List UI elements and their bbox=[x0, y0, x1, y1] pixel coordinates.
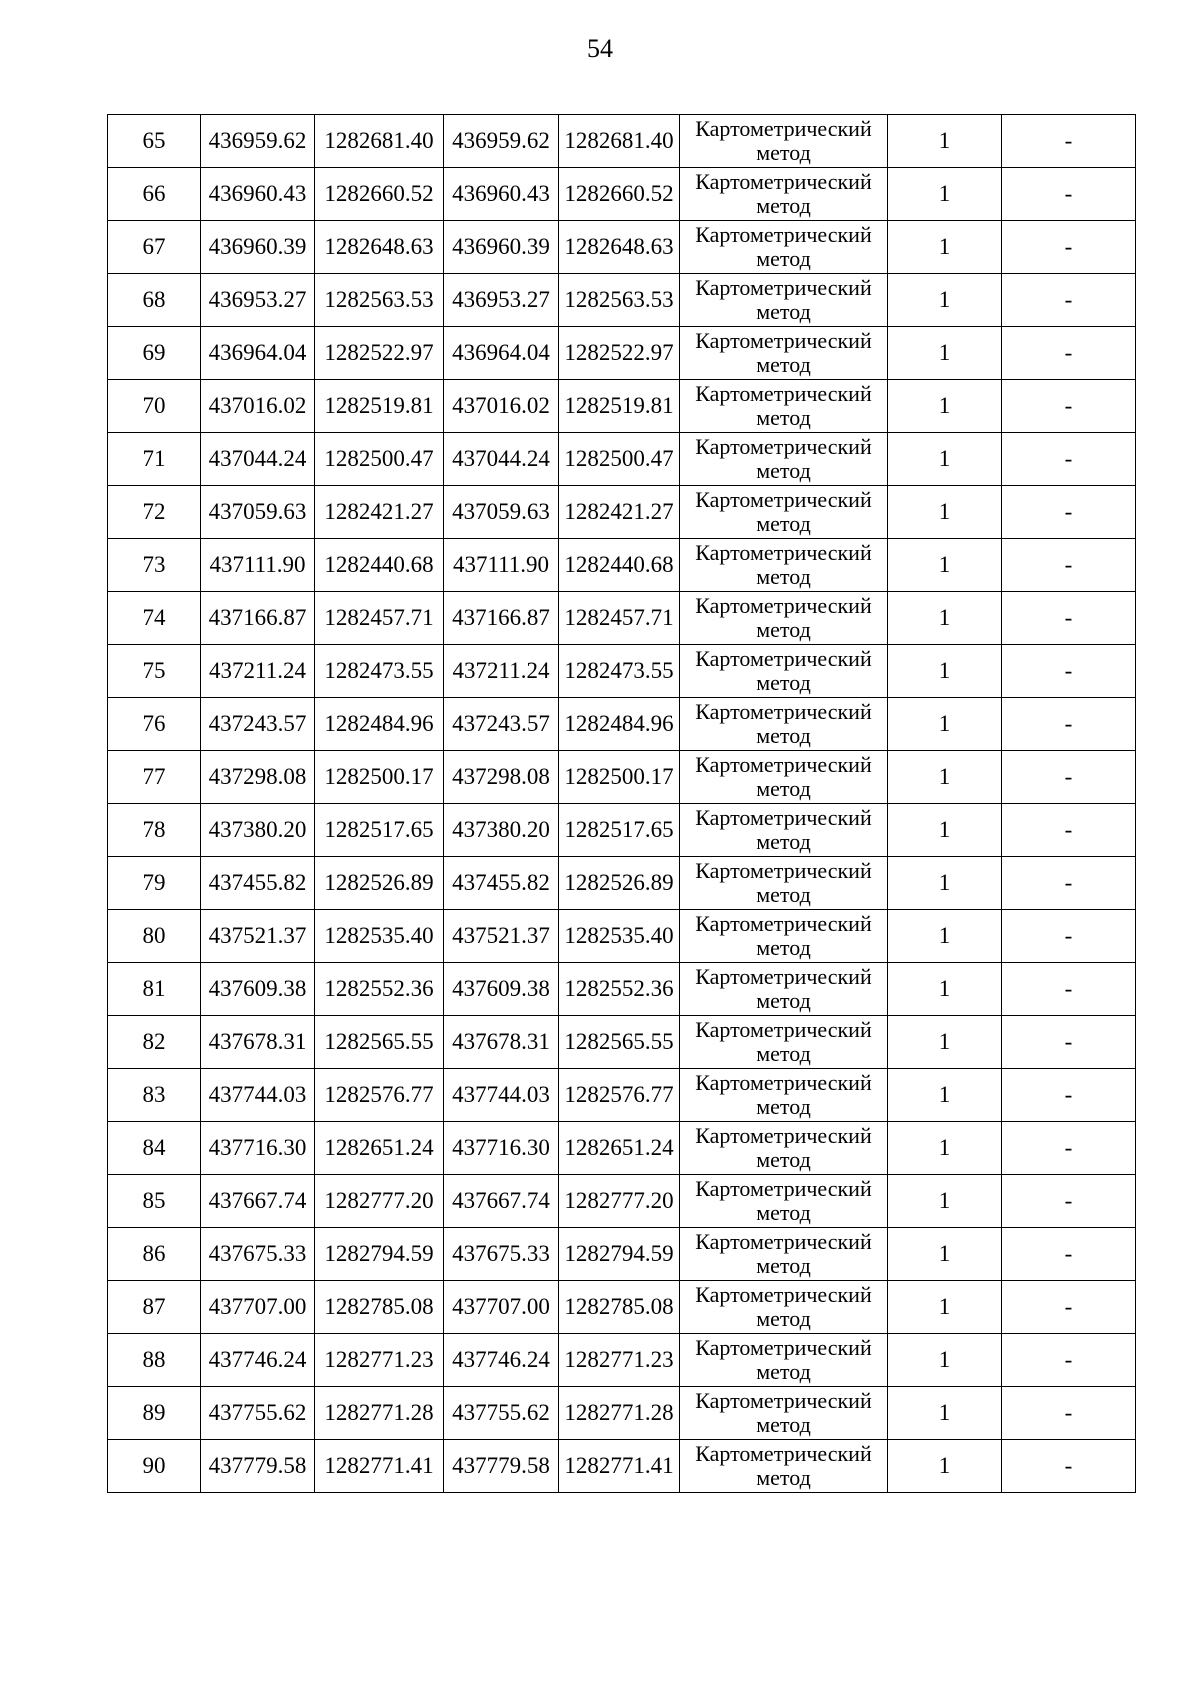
new-x-cell: 437380.20 bbox=[444, 804, 559, 857]
accuracy-cell: 1 bbox=[888, 645, 1002, 698]
accuracy-cell: 1 bbox=[888, 1016, 1002, 1069]
table-row bbox=[108, 274, 1136, 327]
existing-x-cell: 437667.74 bbox=[201, 1175, 315, 1228]
point-number-cell: 87 bbox=[108, 1281, 201, 1334]
table-row bbox=[108, 115, 1136, 168]
point-number-cell: 73 bbox=[108, 539, 201, 592]
method-label-line2: метод bbox=[756, 458, 811, 483]
method-cell bbox=[680, 1281, 888, 1334]
point-number-cell: 81 bbox=[108, 963, 201, 1016]
new-x-cell: 436953.27 bbox=[444, 274, 559, 327]
existing-x-cell: 437744.03 bbox=[201, 1069, 315, 1122]
accuracy-cell: 1 bbox=[888, 857, 1002, 910]
table-row bbox=[108, 751, 1136, 804]
point-number-cell: 71 bbox=[108, 433, 201, 486]
point-number-cell: 67 bbox=[108, 221, 201, 274]
point-number-cell: 65 bbox=[108, 115, 201, 168]
existing-x-cell: 436953.27 bbox=[201, 274, 315, 327]
method-label-line1: Картометрический bbox=[695, 646, 872, 671]
method-label-line1: Картометрический bbox=[695, 1388, 872, 1413]
method-cell bbox=[680, 486, 888, 539]
new-y-cell: 1282421.27 bbox=[559, 486, 680, 539]
new-y-cell: 1282648.63 bbox=[559, 221, 680, 274]
point-number-cell: 74 bbox=[108, 592, 201, 645]
page-number: 54 bbox=[587, 34, 613, 63]
method-label-line1: Картометрический bbox=[695, 275, 872, 300]
existing-x-cell: 437211.24 bbox=[201, 645, 315, 698]
existing-y-cell: 1282565.55 bbox=[315, 1016, 444, 1069]
method-label-line2: метод bbox=[756, 140, 811, 165]
new-x-cell: 436960.43 bbox=[444, 168, 559, 221]
accuracy-cell: 1 bbox=[888, 1440, 1002, 1493]
method-cell bbox=[680, 592, 888, 645]
point-number-cell: 90 bbox=[108, 1440, 201, 1493]
method-label-line2: метод bbox=[756, 882, 811, 907]
note-cell: - bbox=[1002, 1228, 1136, 1281]
table-row bbox=[108, 380, 1136, 433]
note-cell: - bbox=[1002, 380, 1136, 433]
existing-y-cell: 1282457.71 bbox=[315, 592, 444, 645]
method-label-line1: Картометрический bbox=[695, 434, 872, 459]
accuracy-cell: 1 bbox=[888, 486, 1002, 539]
new-y-cell: 1282552.36 bbox=[559, 963, 680, 1016]
point-number-cell: 76 bbox=[108, 698, 201, 751]
point-number-cell: 79 bbox=[108, 857, 201, 910]
method-label-line1: Картометрический bbox=[695, 1123, 872, 1148]
method-label-line2: метод bbox=[756, 1465, 811, 1490]
method-label-line1: Картометрический bbox=[695, 222, 872, 247]
new-x-cell: 436960.39 bbox=[444, 221, 559, 274]
method-label-line1: Картометрический bbox=[695, 381, 872, 406]
existing-y-cell: 1282771.28 bbox=[315, 1387, 444, 1440]
method-cell bbox=[680, 168, 888, 221]
method-cell bbox=[680, 327, 888, 380]
method-label-line1: Картометрический bbox=[695, 858, 872, 883]
method-label-line2: метод bbox=[756, 1200, 811, 1225]
method-cell bbox=[680, 1122, 888, 1175]
method-label-line1: Картометрический bbox=[695, 964, 872, 989]
method-label-line1: Картометрический bbox=[695, 169, 872, 194]
new-x-cell: 436964.04 bbox=[444, 327, 559, 380]
new-y-cell: 1282576.77 bbox=[559, 1069, 680, 1122]
accuracy-cell: 1 bbox=[888, 115, 1002, 168]
table-row bbox=[108, 1228, 1136, 1281]
table-row bbox=[108, 963, 1136, 1016]
note-cell: - bbox=[1002, 539, 1136, 592]
method-label-line2: метод bbox=[756, 405, 811, 430]
method-label-line2: метод bbox=[756, 1412, 811, 1437]
existing-y-cell: 1282771.41 bbox=[315, 1440, 444, 1493]
point-number-cell: 84 bbox=[108, 1122, 201, 1175]
new-y-cell: 1282771.41 bbox=[559, 1440, 680, 1493]
existing-y-cell: 1282500.17 bbox=[315, 751, 444, 804]
existing-x-cell: 437044.24 bbox=[201, 433, 315, 486]
method-cell bbox=[680, 115, 888, 168]
new-x-cell: 437716.30 bbox=[444, 1122, 559, 1175]
existing-x-cell: 437380.20 bbox=[201, 804, 315, 857]
table-row bbox=[108, 592, 1136, 645]
method-cell bbox=[680, 1228, 888, 1281]
existing-y-cell: 1282563.53 bbox=[315, 274, 444, 327]
point-number-cell: 83 bbox=[108, 1069, 201, 1122]
existing-y-cell: 1282484.96 bbox=[315, 698, 444, 751]
method-cell bbox=[680, 274, 888, 327]
method-label-line1: Картометрический bbox=[695, 1017, 872, 1042]
method-label-line2: метод bbox=[756, 617, 811, 642]
existing-y-cell: 1282522.97 bbox=[315, 327, 444, 380]
new-x-cell: 437667.74 bbox=[444, 1175, 559, 1228]
method-label-line2: метод bbox=[756, 1306, 811, 1331]
existing-y-cell: 1282660.52 bbox=[315, 168, 444, 221]
note-cell: - bbox=[1002, 486, 1136, 539]
new-y-cell: 1282681.40 bbox=[559, 115, 680, 168]
new-y-cell: 1282457.71 bbox=[559, 592, 680, 645]
method-cell bbox=[680, 433, 888, 486]
method-cell bbox=[680, 1334, 888, 1387]
method-cell bbox=[680, 1175, 888, 1228]
table-row bbox=[108, 433, 1136, 486]
existing-y-cell: 1282681.40 bbox=[315, 115, 444, 168]
table-row bbox=[108, 1387, 1136, 1440]
new-y-cell: 1282785.08 bbox=[559, 1281, 680, 1334]
method-label-line1: Картометрический bbox=[695, 540, 872, 565]
note-cell: - bbox=[1002, 1440, 1136, 1493]
method-cell bbox=[680, 857, 888, 910]
method-label-line2: метод bbox=[756, 829, 811, 854]
accuracy-cell: 1 bbox=[888, 1228, 1002, 1281]
point-number-cell: 85 bbox=[108, 1175, 201, 1228]
new-y-cell: 1282794.59 bbox=[559, 1228, 680, 1281]
new-y-cell: 1282651.24 bbox=[559, 1122, 680, 1175]
point-number-cell: 66 bbox=[108, 168, 201, 221]
method-label-line2: метод bbox=[756, 1147, 811, 1172]
new-x-cell: 437166.87 bbox=[444, 592, 559, 645]
existing-x-cell: 437166.87 bbox=[201, 592, 315, 645]
table-row bbox=[108, 168, 1136, 221]
method-label-line2: метод bbox=[756, 935, 811, 960]
existing-x-cell: 437455.82 bbox=[201, 857, 315, 910]
note-cell: - bbox=[1002, 1334, 1136, 1387]
accuracy-cell: 1 bbox=[888, 1387, 1002, 1440]
method-label-line1: Картометрический bbox=[695, 1229, 872, 1254]
table-row bbox=[108, 645, 1136, 698]
existing-y-cell: 1282519.81 bbox=[315, 380, 444, 433]
note-cell: - bbox=[1002, 963, 1136, 1016]
accuracy-cell: 1 bbox=[888, 1122, 1002, 1175]
new-y-cell: 1282777.20 bbox=[559, 1175, 680, 1228]
accuracy-cell: 1 bbox=[888, 433, 1002, 486]
point-number-cell: 86 bbox=[108, 1228, 201, 1281]
existing-y-cell: 1282648.63 bbox=[315, 221, 444, 274]
method-label-line1: Картометрический bbox=[695, 328, 872, 353]
existing-x-cell: 437678.31 bbox=[201, 1016, 315, 1069]
new-x-cell: 436959.62 bbox=[444, 115, 559, 168]
method-label-line1: Картометрический bbox=[695, 805, 872, 830]
point-number-cell: 77 bbox=[108, 751, 201, 804]
note-cell: - bbox=[1002, 1387, 1136, 1440]
method-label-line2: метод bbox=[756, 988, 811, 1013]
table-row bbox=[108, 1016, 1136, 1069]
method-label-line1: Картометрический bbox=[695, 699, 872, 724]
accuracy-cell: 1 bbox=[888, 168, 1002, 221]
existing-y-cell: 1282526.89 bbox=[315, 857, 444, 910]
method-cell bbox=[680, 804, 888, 857]
method-label-line2: метод bbox=[756, 352, 811, 377]
note-cell: - bbox=[1002, 910, 1136, 963]
table-row bbox=[108, 1069, 1136, 1122]
new-y-cell: 1282522.97 bbox=[559, 327, 680, 380]
method-label-line1: Картометрический bbox=[695, 911, 872, 936]
new-y-cell: 1282771.23 bbox=[559, 1334, 680, 1387]
note-cell: - bbox=[1002, 221, 1136, 274]
existing-x-cell: 437675.33 bbox=[201, 1228, 315, 1281]
existing-y-cell: 1282552.36 bbox=[315, 963, 444, 1016]
method-cell bbox=[680, 751, 888, 804]
method-cell bbox=[680, 539, 888, 592]
method-label-line2: метод bbox=[756, 670, 811, 695]
new-y-cell: 1282565.55 bbox=[559, 1016, 680, 1069]
table-row bbox=[108, 698, 1136, 751]
note-cell: - bbox=[1002, 645, 1136, 698]
table-row bbox=[108, 539, 1136, 592]
existing-x-cell: 436959.62 bbox=[201, 115, 315, 168]
accuracy-cell: 1 bbox=[888, 327, 1002, 380]
accuracy-cell: 1 bbox=[888, 539, 1002, 592]
table-row bbox=[108, 857, 1136, 910]
new-y-cell: 1282473.55 bbox=[559, 645, 680, 698]
existing-x-cell: 436960.43 bbox=[201, 168, 315, 221]
new-y-cell: 1282771.28 bbox=[559, 1387, 680, 1440]
method-label-line1: Картометрический bbox=[695, 1176, 872, 1201]
new-y-cell: 1282500.47 bbox=[559, 433, 680, 486]
coordinates-table bbox=[107, 114, 1136, 1493]
new-y-cell: 1282517.65 bbox=[559, 804, 680, 857]
method-label-line2: метод bbox=[756, 1359, 811, 1384]
note-cell: - bbox=[1002, 1069, 1136, 1122]
method-label-line1: Картометрический bbox=[695, 752, 872, 777]
point-number-cell: 89 bbox=[108, 1387, 201, 1440]
note-cell: - bbox=[1002, 327, 1136, 380]
note-cell: - bbox=[1002, 274, 1136, 327]
method-label-line1: Картометрический bbox=[695, 1282, 872, 1307]
method-label-line2: метод bbox=[756, 193, 811, 218]
point-number-cell: 68 bbox=[108, 274, 201, 327]
new-x-cell: 437675.33 bbox=[444, 1228, 559, 1281]
accuracy-cell: 1 bbox=[888, 804, 1002, 857]
method-cell bbox=[680, 645, 888, 698]
new-y-cell: 1282440.68 bbox=[559, 539, 680, 592]
method-label-line1: Картометрический bbox=[695, 1441, 872, 1466]
table-row bbox=[108, 221, 1136, 274]
accuracy-cell: 1 bbox=[888, 698, 1002, 751]
new-x-cell: 437609.38 bbox=[444, 963, 559, 1016]
accuracy-cell: 1 bbox=[888, 274, 1002, 327]
new-y-cell: 1282519.81 bbox=[559, 380, 680, 433]
new-x-cell: 437678.31 bbox=[444, 1016, 559, 1069]
point-number-cell: 69 bbox=[108, 327, 201, 380]
note-cell: - bbox=[1002, 115, 1136, 168]
method-cell bbox=[680, 963, 888, 1016]
new-x-cell: 437044.24 bbox=[444, 433, 559, 486]
new-x-cell: 437707.00 bbox=[444, 1281, 559, 1334]
existing-y-cell: 1282576.77 bbox=[315, 1069, 444, 1122]
existing-x-cell: 437243.57 bbox=[201, 698, 315, 751]
method-label-line2: метод bbox=[756, 564, 811, 589]
method-label-line2: метод bbox=[756, 723, 811, 748]
note-cell: - bbox=[1002, 1175, 1136, 1228]
method-label-line2: метод bbox=[756, 511, 811, 536]
table-body bbox=[108, 115, 1136, 1493]
note-cell: - bbox=[1002, 1281, 1136, 1334]
method-cell bbox=[680, 1069, 888, 1122]
point-number-cell: 88 bbox=[108, 1334, 201, 1387]
new-x-cell: 437521.37 bbox=[444, 910, 559, 963]
table-row bbox=[108, 804, 1136, 857]
method-cell bbox=[680, 1440, 888, 1493]
method-cell bbox=[680, 221, 888, 274]
existing-x-cell: 437521.37 bbox=[201, 910, 315, 963]
note-cell: - bbox=[1002, 433, 1136, 486]
point-number-cell: 80 bbox=[108, 910, 201, 963]
note-cell: - bbox=[1002, 592, 1136, 645]
accuracy-cell: 1 bbox=[888, 910, 1002, 963]
method-label-line2: метод bbox=[756, 299, 811, 324]
new-x-cell: 437059.63 bbox=[444, 486, 559, 539]
note-cell: - bbox=[1002, 1016, 1136, 1069]
new-x-cell: 437755.62 bbox=[444, 1387, 559, 1440]
point-number-cell: 75 bbox=[108, 645, 201, 698]
method-cell bbox=[680, 910, 888, 963]
existing-x-cell: 437779.58 bbox=[201, 1440, 315, 1493]
note-cell: - bbox=[1002, 1122, 1136, 1175]
method-label-line1: Картометрический bbox=[695, 487, 872, 512]
new-x-cell: 437111.90 bbox=[444, 539, 559, 592]
note-cell: - bbox=[1002, 857, 1136, 910]
new-x-cell: 437298.08 bbox=[444, 751, 559, 804]
method-label-line2: метод bbox=[756, 1041, 811, 1066]
accuracy-cell: 1 bbox=[888, 1281, 1002, 1334]
table-row bbox=[108, 486, 1136, 539]
new-x-cell: 437455.82 bbox=[444, 857, 559, 910]
point-number-cell: 78 bbox=[108, 804, 201, 857]
accuracy-cell: 1 bbox=[888, 380, 1002, 433]
existing-y-cell: 1282771.23 bbox=[315, 1334, 444, 1387]
existing-x-cell: 437059.63 bbox=[201, 486, 315, 539]
note-cell: - bbox=[1002, 168, 1136, 221]
new-y-cell: 1282500.17 bbox=[559, 751, 680, 804]
accuracy-cell: 1 bbox=[888, 1334, 1002, 1387]
accuracy-cell: 1 bbox=[888, 1069, 1002, 1122]
existing-y-cell: 1282651.24 bbox=[315, 1122, 444, 1175]
method-cell bbox=[680, 1387, 888, 1440]
existing-y-cell: 1282777.20 bbox=[315, 1175, 444, 1228]
accuracy-cell: 1 bbox=[888, 592, 1002, 645]
existing-y-cell: 1282517.65 bbox=[315, 804, 444, 857]
existing-x-cell: 437716.30 bbox=[201, 1122, 315, 1175]
existing-y-cell: 1282535.40 bbox=[315, 910, 444, 963]
existing-x-cell: 436964.04 bbox=[201, 327, 315, 380]
method-cell bbox=[680, 698, 888, 751]
existing-y-cell: 1282421.27 bbox=[315, 486, 444, 539]
table-row bbox=[108, 1175, 1136, 1228]
method-label-line2: метод bbox=[756, 1094, 811, 1119]
existing-x-cell: 437707.00 bbox=[201, 1281, 315, 1334]
method-label-line2: метод bbox=[756, 246, 811, 271]
existing-x-cell: 437609.38 bbox=[201, 963, 315, 1016]
table-row bbox=[108, 1122, 1136, 1175]
existing-x-cell: 437755.62 bbox=[201, 1387, 315, 1440]
method-cell bbox=[680, 1016, 888, 1069]
new-y-cell: 1282535.40 bbox=[559, 910, 680, 963]
method-label-line1: Картометрический bbox=[695, 593, 872, 618]
new-x-cell: 437016.02 bbox=[444, 380, 559, 433]
existing-y-cell: 1282440.68 bbox=[315, 539, 444, 592]
new-y-cell: 1282484.96 bbox=[559, 698, 680, 751]
method-cell bbox=[680, 380, 888, 433]
accuracy-cell: 1 bbox=[888, 751, 1002, 804]
existing-x-cell: 437746.24 bbox=[201, 1334, 315, 1387]
accuracy-cell: 1 bbox=[888, 963, 1002, 1016]
new-x-cell: 437779.58 bbox=[444, 1440, 559, 1493]
point-number-cell: 72 bbox=[108, 486, 201, 539]
existing-x-cell: 436960.39 bbox=[201, 221, 315, 274]
new-x-cell: 437744.03 bbox=[444, 1069, 559, 1122]
new-x-cell: 437746.24 bbox=[444, 1334, 559, 1387]
point-number-cell: 70 bbox=[108, 380, 201, 433]
new-y-cell: 1282563.53 bbox=[559, 274, 680, 327]
table-row bbox=[108, 1440, 1136, 1493]
existing-y-cell: 1282785.08 bbox=[315, 1281, 444, 1334]
method-label-line2: метод bbox=[756, 1253, 811, 1278]
method-label-line1: Картометрический bbox=[695, 1070, 872, 1095]
table-row bbox=[108, 1334, 1136, 1387]
method-label-line1: Картометрический bbox=[695, 1335, 872, 1360]
new-y-cell: 1282660.52 bbox=[559, 168, 680, 221]
table-row bbox=[108, 910, 1136, 963]
existing-y-cell: 1282473.55 bbox=[315, 645, 444, 698]
existing-x-cell: 437111.90 bbox=[201, 539, 315, 592]
note-cell: - bbox=[1002, 751, 1136, 804]
existing-x-cell: 437016.02 bbox=[201, 380, 315, 433]
new-x-cell: 437211.24 bbox=[444, 645, 559, 698]
new-y-cell: 1282526.89 bbox=[559, 857, 680, 910]
table-row bbox=[108, 327, 1136, 380]
method-label-line1: Картометрический bbox=[695, 116, 872, 141]
accuracy-cell: 1 bbox=[888, 221, 1002, 274]
accuracy-cell: 1 bbox=[888, 1175, 1002, 1228]
existing-x-cell: 437298.08 bbox=[201, 751, 315, 804]
existing-y-cell: 1282794.59 bbox=[315, 1228, 444, 1281]
new-x-cell: 437243.57 bbox=[444, 698, 559, 751]
table-row bbox=[108, 1281, 1136, 1334]
point-number-cell: 82 bbox=[108, 1016, 201, 1069]
existing-y-cell: 1282500.47 bbox=[315, 433, 444, 486]
method-label-line2: метод bbox=[756, 776, 811, 801]
note-cell: - bbox=[1002, 698, 1136, 751]
note-cell: - bbox=[1002, 804, 1136, 857]
